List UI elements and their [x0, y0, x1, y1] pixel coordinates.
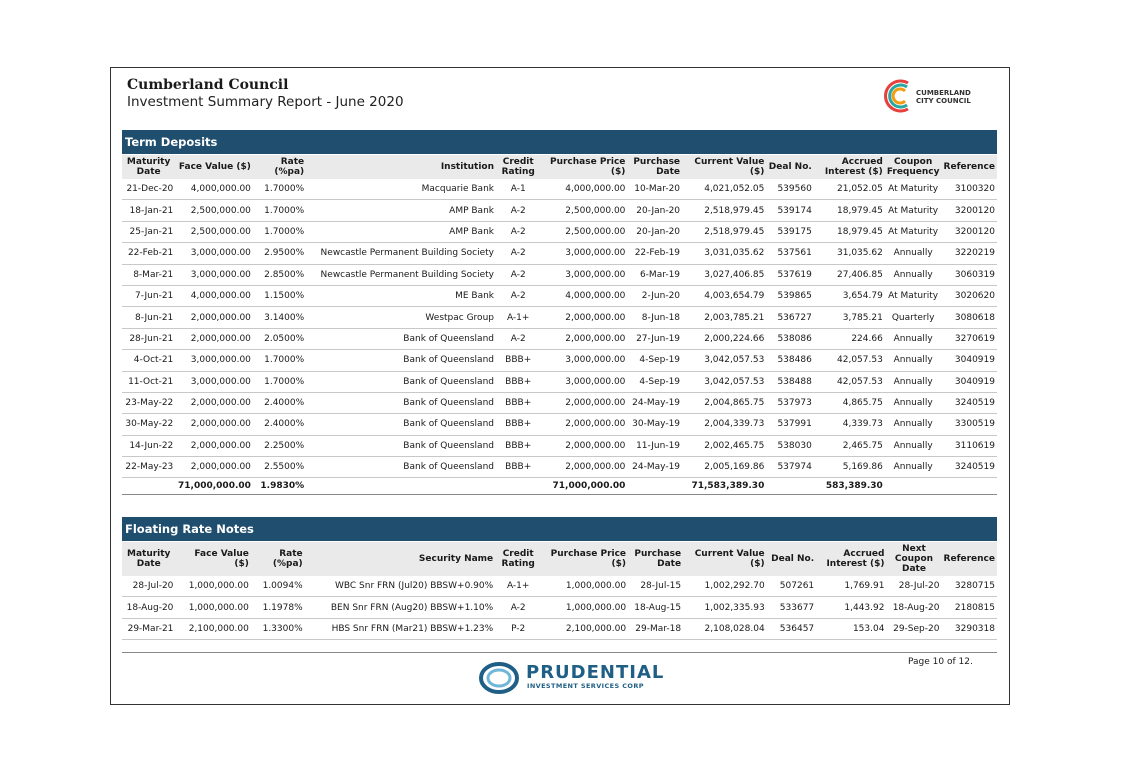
term-deposit-row [122, 285, 997, 306]
table-cell: 1.1978% [251, 597, 305, 618]
table-cell: Bank of Queensland [306, 371, 496, 392]
table-cell: 2.2500% [253, 435, 306, 456]
footer-divider [122, 652, 997, 653]
report-title: Investment Summary Report - June 2020 [127, 94, 404, 110]
table-cell: WBC Snr FRN (Jul20) BBSW+0.90% [305, 576, 496, 597]
table-cell: 539865 [766, 285, 813, 306]
table-cell: 539560 [766, 179, 813, 200]
table-cell: 30-May-22 [122, 414, 175, 435]
table-cell: HBS Snr FRN (Mar21) BBSW+1.23% [305, 618, 496, 639]
total-empty-cell [766, 478, 813, 495]
table-cell: 2,500,000.00 [540, 200, 627, 221]
table-cell: 4,339.73 [814, 414, 885, 435]
table-cell: 2.5500% [253, 457, 306, 478]
floating-rate-notes-header-row [122, 542, 997, 576]
table-cell: 4,003,654.79 [682, 285, 766, 306]
table-cell: 2.4000% [253, 414, 306, 435]
table-cell: 8-Mar-21 [122, 264, 175, 285]
table-cell: 2180815 [941, 597, 997, 618]
table-cell: Annually [885, 350, 942, 371]
table-cell: ME Bank [306, 285, 496, 306]
table-cell: 3080618 [941, 307, 997, 328]
table-cell: 2,518,979.45 [682, 200, 766, 221]
table-cell: BEN Snr FRN (Aug20) BBSW+1.10% [305, 597, 496, 618]
table-cell: Annually [885, 243, 942, 264]
table-cell: Annually [885, 264, 942, 285]
table-cell: 18-Aug-15 [628, 597, 683, 618]
table-cell: A-2 [495, 597, 541, 618]
table-cell: P-2 [495, 618, 541, 639]
table-cell: 2.4000% [253, 392, 306, 413]
table-cell: 4,000,000.00 [175, 179, 253, 200]
table-cell: 3,000,000.00 [175, 371, 253, 392]
column-header: Current Value ($) [683, 542, 767, 576]
table-cell: 20-Jan-20 [627, 221, 682, 242]
table-cell: A-2 [496, 264, 540, 285]
council-logo-line1: CUMBERLAND [916, 89, 971, 97]
table-cell: 1.7000% [253, 179, 306, 200]
table-cell: Newcastle Permanent Building Society [306, 243, 496, 264]
table-cell: 3,000,000.00 [540, 243, 627, 264]
council-logo-line2: CITY COUNCIL [916, 97, 971, 105]
term-deposit-row [122, 243, 997, 264]
table-cell: 536727 [766, 307, 813, 328]
table-cell: 30-May-19 [627, 414, 682, 435]
council-logo [880, 75, 980, 117]
table-cell: Newcastle Permanent Building Society [306, 264, 496, 285]
frn-row [122, 618, 997, 639]
table-cell: 14-Jun-22 [122, 435, 175, 456]
table-cell: 538086 [766, 328, 813, 349]
table-cell: A-2 [496, 285, 540, 306]
table-cell: 1.7000% [253, 371, 306, 392]
term-deposit-row [122, 435, 997, 456]
table-cell: 2.8500% [253, 264, 306, 285]
column-header: Maturity Date [122, 155, 175, 179]
table-cell: 24-May-19 [627, 392, 682, 413]
table-cell: 538486 [766, 350, 813, 371]
table-cell: 2.9500% [253, 243, 306, 264]
table-cell: 2,000,000.00 [175, 457, 253, 478]
column-header: Next Coupon Date [886, 542, 941, 576]
table-cell: 28-Jul-20 [886, 576, 941, 597]
total-purchase-price: 71,000,000.00 [540, 478, 627, 495]
table-cell: 2,500,000.00 [175, 200, 253, 221]
table-cell: 533677 [767, 597, 816, 618]
column-header: Credit Rating [496, 155, 540, 179]
table-cell: 3,000,000.00 [540, 371, 627, 392]
column-header: Face Value ($) [175, 155, 253, 179]
table-cell: 27-Jun-19 [627, 328, 682, 349]
table-cell: 1.7000% [253, 200, 306, 221]
table-cell: Annually [885, 392, 942, 413]
table-cell: 3,000,000.00 [175, 264, 253, 285]
table-cell: Bank of Queensland [306, 414, 496, 435]
table-cell: 18-Aug-20 [122, 597, 175, 618]
table-cell: 29-Sep-20 [886, 618, 941, 639]
table-cell: 18,979.45 [814, 221, 885, 242]
table-cell: 4,021,052.05 [682, 179, 766, 200]
table-cell: 2,500,000.00 [175, 221, 253, 242]
total-empty-cell [627, 478, 682, 495]
table-cell: 2,002,465.75 [682, 435, 766, 456]
table-cell: 3,042,057.53 [682, 371, 766, 392]
total-current-value: 71,583,389.30 [682, 478, 766, 495]
table-cell: 2,000,000.00 [540, 328, 627, 349]
table-cell: 18-Jan-21 [122, 200, 175, 221]
table-cell: 2-Jun-20 [627, 285, 682, 306]
table-cell: 537973 [766, 392, 813, 413]
table-cell: 1,002,292.70 [683, 576, 767, 597]
table-cell: 3110619 [941, 435, 997, 456]
table-cell: 4,000,000.00 [175, 285, 253, 306]
column-header: Maturity Date [122, 542, 175, 576]
table-cell: Westpac Group [306, 307, 496, 328]
table-cell: 11-Jun-19 [627, 435, 682, 456]
floating-rate-notes-table [122, 542, 997, 640]
table-cell: 1.7000% [253, 221, 306, 242]
table-cell: 2,465.75 [814, 435, 885, 456]
table-cell: 22-Feb-19 [627, 243, 682, 264]
table-cell: A-2 [496, 243, 540, 264]
column-header: Purchase Date [627, 155, 682, 179]
table-cell: 22-May-23 [122, 457, 175, 478]
table-cell: BBB+ [496, 392, 540, 413]
total-empty-cell [941, 478, 997, 495]
term-deposit-row [122, 457, 997, 478]
table-cell: Bank of Queensland [306, 350, 496, 371]
table-cell: AMP Bank [306, 221, 496, 242]
table-cell: 28-Jul-15 [628, 576, 683, 597]
table-cell: 3,654.79 [814, 285, 885, 306]
table-cell: 2,004,339.73 [682, 414, 766, 435]
term-deposit-row [122, 200, 997, 221]
table-cell: BBB+ [496, 457, 540, 478]
table-cell: A-2 [496, 328, 540, 349]
table-cell: 1.3300% [251, 618, 305, 639]
table-cell: 3200120 [941, 200, 997, 221]
column-header: Accrued Interest ($) [816, 542, 886, 576]
table-cell: 28-Jul-20 [122, 576, 175, 597]
table-cell: A-2 [496, 200, 540, 221]
table-cell: 2,000,000.00 [175, 307, 253, 328]
table-cell: 537974 [766, 457, 813, 478]
column-header: Deal No. [766, 155, 813, 179]
table-cell: 3240519 [941, 392, 997, 413]
table-cell: Annually [885, 457, 942, 478]
table-cell: 2,000,000.00 [175, 435, 253, 456]
column-header: Coupon Frequency [886, 157, 940, 177]
table-cell: 3060319 [941, 264, 997, 285]
table-cell: 2,003,785.21 [682, 307, 766, 328]
column-header: Institution [306, 155, 496, 179]
floating-rate-notes-heading: Floating Rate Notes [122, 517, 997, 541]
table-cell: 2,005,169.86 [682, 457, 766, 478]
term-deposit-row [122, 307, 997, 328]
term-deposits-header-row [122, 155, 997, 179]
table-cell: 1,000,000.00 [175, 576, 250, 597]
table-cell: 153.04 [816, 618, 886, 639]
table-cell: 3,031,035.62 [682, 243, 766, 264]
column-header: Purchase Date [628, 542, 683, 576]
table-cell: 1,769.91 [816, 576, 886, 597]
total-empty-cell [885, 478, 942, 495]
table-cell: 2,000,000.00 [175, 414, 253, 435]
table-cell: 3020620 [941, 285, 997, 306]
table-cell: At Maturity [885, 285, 942, 306]
table-cell: At Maturity [885, 221, 942, 242]
table-cell: 7-Jun-21 [122, 285, 175, 306]
table-cell: 6-Mar-19 [627, 264, 682, 285]
column-header: Rate (%pa) [253, 155, 306, 179]
table-cell: 539175 [766, 221, 813, 242]
table-cell: Bank of Queensland [306, 392, 496, 413]
table-cell: 3,785.21 [814, 307, 885, 328]
term-deposit-row [122, 371, 997, 392]
table-cell: 29-Mar-18 [628, 618, 683, 639]
column-header: Reference [941, 542, 997, 576]
table-cell: 3,000,000.00 [175, 350, 253, 371]
table-cell: 18,979.45 [814, 200, 885, 221]
table-cell: 538030 [766, 435, 813, 456]
table-cell: 3300519 [941, 414, 997, 435]
table-cell: A-1+ [496, 307, 540, 328]
table-cell: Bank of Queensland [306, 457, 496, 478]
table-cell: 3040919 [941, 371, 997, 392]
table-cell: 31,035.62 [814, 243, 885, 264]
term-deposits-heading: Term Deposits [122, 130, 997, 154]
table-cell: Bank of Queensland [306, 435, 496, 456]
table-cell: BBB+ [496, 435, 540, 456]
table-cell: 1,000,000.00 [541, 576, 628, 597]
term-deposit-row [122, 414, 997, 435]
table-cell: Annually [885, 414, 942, 435]
table-cell: 507261 [767, 576, 816, 597]
table-cell: AMP Bank [306, 200, 496, 221]
table-cell: 3200120 [941, 221, 997, 242]
table-cell: Quarterly [885, 307, 942, 328]
term-deposit-row [122, 392, 997, 413]
table-cell: BBB+ [496, 371, 540, 392]
table-cell: 1,000,000.00 [541, 597, 628, 618]
table-cell: 537619 [766, 264, 813, 285]
column-header: Purchase Price ($) [541, 542, 628, 576]
table-cell: 3,042,057.53 [682, 350, 766, 371]
table-cell: 4,865.75 [814, 392, 885, 413]
table-cell: 2,500,000.00 [540, 221, 627, 242]
table-cell: 8-Jun-21 [122, 307, 175, 328]
table-cell: 3.1400% [253, 307, 306, 328]
term-deposit-row [122, 221, 997, 242]
table-cell: 2,004,865.75 [682, 392, 766, 413]
prudential-logo-icon [478, 662, 520, 694]
table-cell: 28-Jun-21 [122, 328, 175, 349]
table-cell: 23-May-22 [122, 392, 175, 413]
term-deposit-row [122, 350, 997, 371]
table-cell: 537991 [766, 414, 813, 435]
table-cell: 1,443.92 [816, 597, 886, 618]
table-cell: 2.0500% [253, 328, 306, 349]
table-cell: 10-Mar-20 [627, 179, 682, 200]
table-cell: 3,000,000.00 [175, 243, 253, 264]
table-cell: 2,000,000.00 [175, 392, 253, 413]
table-cell: 1.0094% [251, 576, 305, 597]
table-cell: At Maturity [885, 200, 942, 221]
prudential-name: PRUDENTIAL [526, 662, 665, 683]
term-deposit-row [122, 328, 997, 349]
table-cell: 2,000,224.66 [682, 328, 766, 349]
table-cell: 2,000,000.00 [540, 457, 627, 478]
frn-row [122, 576, 997, 597]
table-cell: 2,000,000.00 [540, 307, 627, 328]
table-cell: 3040919 [941, 350, 997, 371]
table-cell: Macquarie Bank [306, 179, 496, 200]
column-header: Deal No. [767, 542, 816, 576]
table-cell: A-1 [496, 179, 540, 200]
table-cell: 5,169.86 [814, 457, 885, 478]
table-cell: 537561 [766, 243, 813, 264]
table-cell: 2,108,028.04 [683, 618, 767, 639]
table-cell: 20-Jan-20 [627, 200, 682, 221]
organisation-name: Cumberland Council [127, 77, 289, 93]
table-cell: 4-Sep-19 [627, 350, 682, 371]
total-accrued-interest: 583,389.30 [814, 478, 885, 495]
table-cell: 4,000,000.00 [540, 179, 627, 200]
table-cell: 2,000,000.00 [175, 328, 253, 349]
total-rate: 1.9830% [253, 478, 306, 495]
table-cell: 3,000,000.00 [540, 264, 627, 285]
term-deposits-table [122, 155, 997, 495]
page-number: Page 10 of 12. [908, 657, 973, 667]
total-empty-cell [496, 478, 540, 495]
table-cell: 21,052.05 [814, 179, 885, 200]
table-cell: 1.1500% [253, 285, 306, 306]
table-cell: 42,057.53 [814, 371, 885, 392]
prudential-logo [478, 662, 665, 694]
column-header: Face Value ($) [175, 542, 250, 576]
term-deposit-row [122, 179, 997, 200]
term-deposit-row [122, 264, 997, 285]
council-logo-icon [880, 75, 916, 117]
table-cell: 42,057.53 [814, 350, 885, 371]
column-header: Reference [941, 155, 997, 179]
table-cell: 11-Oct-21 [122, 371, 175, 392]
table-cell: 2,000,000.00 [540, 414, 627, 435]
table-cell: Annually [885, 435, 942, 456]
column-header: Rate (%pa) [251, 542, 305, 576]
totals-row [122, 478, 997, 495]
table-cell: 3270619 [941, 328, 997, 349]
table-cell: 2,100,000.00 [541, 618, 628, 639]
table-cell: 224.66 [814, 328, 885, 349]
table-cell: 3100320 [941, 179, 997, 200]
table-cell: At Maturity [885, 179, 942, 200]
column-header: Purchase Price ($) [540, 155, 627, 179]
column-header: Accrued Interest ($) [814, 155, 885, 179]
table-cell: 29-Mar-21 [122, 618, 175, 639]
table-cell: 1.7000% [253, 350, 306, 371]
column-header: Credit Rating [495, 542, 541, 576]
table-cell: 4-Sep-19 [627, 371, 682, 392]
table-cell: 3290318 [941, 618, 997, 639]
table-cell: 2,000,000.00 [540, 392, 627, 413]
table-cell: Annually [885, 371, 942, 392]
table-cell: 2,000,000.00 [540, 435, 627, 456]
table-cell: 536457 [767, 618, 816, 639]
table-cell: 21-Dec-20 [122, 179, 175, 200]
table-cell: Bank of Queensland [306, 328, 496, 349]
column-header: Security Name [305, 542, 496, 576]
table-cell: 22-Feb-21 [122, 243, 175, 264]
table-cell: 3220219 [941, 243, 997, 264]
table-cell: 3240519 [941, 457, 997, 478]
table-cell: 1,002,335.93 [683, 597, 767, 618]
table-cell: 3,027,406.85 [682, 264, 766, 285]
table-cell: 2,100,000.00 [175, 618, 250, 639]
table-cell: 538488 [766, 371, 813, 392]
table-cell: 3,000,000.00 [540, 350, 627, 371]
table-cell: A-2 [496, 221, 540, 242]
total-empty-cell [306, 478, 496, 495]
prudential-subtitle: INVESTMENT SERVICES CORP [527, 682, 644, 690]
table-cell: 2,518,979.45 [682, 221, 766, 242]
table-cell: 24-May-19 [627, 457, 682, 478]
table-cell: A-1+ [495, 576, 541, 597]
total-face-value: 71,000,000.00 [175, 478, 253, 495]
table-cell: BBB+ [496, 414, 540, 435]
table-cell: 1,000,000.00 [175, 597, 250, 618]
table-cell: 8-Jun-18 [627, 307, 682, 328]
frn-row [122, 597, 997, 618]
table-cell: 4,000,000.00 [540, 285, 627, 306]
total-empty-cell [122, 478, 175, 495]
table-cell: 27,406.85 [814, 264, 885, 285]
table-cell: 3280715 [941, 576, 997, 597]
table-cell: 539174 [766, 200, 813, 221]
table-cell: Annually [885, 328, 942, 349]
column-header: Current Value ($) [682, 155, 766, 179]
table-cell: 25-Jan-21 [122, 221, 175, 242]
table-cell: 4-Oct-21 [122, 350, 175, 371]
table-cell: 18-Aug-20 [886, 597, 941, 618]
table-cell: BBB+ [496, 350, 540, 371]
